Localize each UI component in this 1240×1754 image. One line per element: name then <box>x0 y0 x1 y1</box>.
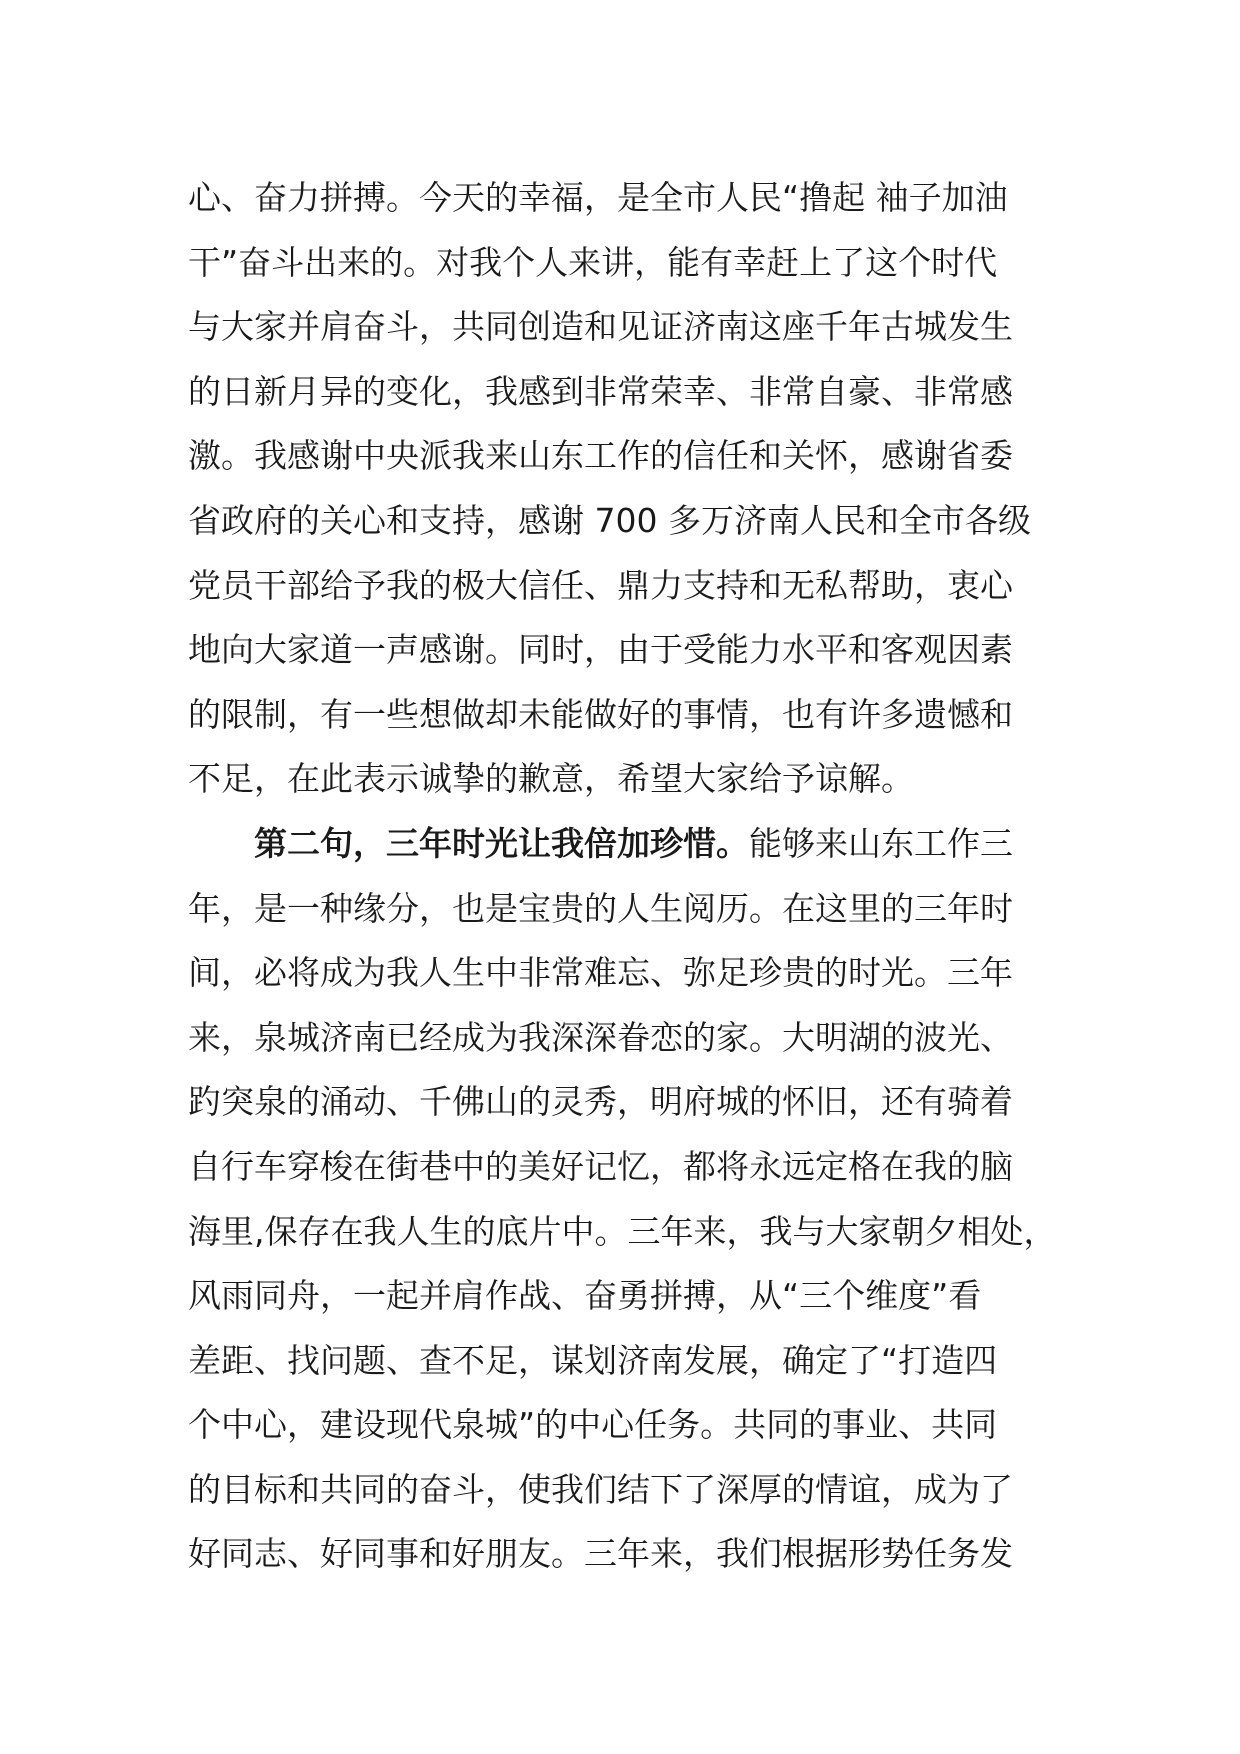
paragraph-2-line-10: 个中心，建设现代泉城”的中心任务。共同的事业、共同 <box>188 1405 998 1445</box>
paragraph-1-line-5: 激。我感谢中央派我来山东工作的信任和关怀，感谢省委 <box>188 436 1013 476</box>
paragraph-2-line-12: 好同志、好同事和好朋友。三年来，我们根据形势任务发 <box>188 1534 1013 1574</box>
paragraph-2-line-6: 自行车穿梭在街巷中的美好记忆，都将永远定格在我的脑 <box>188 1146 1013 1186</box>
paragraph-1-line-6: 省政府的关心和支持，感谢 700 多万济南人民和全市各级 <box>188 500 1031 540</box>
paragraph-2-line-7: 海里,保存在我人生的底片中。三年来，我与大家朝夕相处， <box>188 1211 1057 1251</box>
paragraph-1-line-3: 与大家并肩奋斗，共同创造和见证济南这座千年古城发生 <box>188 307 1013 347</box>
paragraph-2-line-3: 间，必将成为我人生中非常难忘、弥足珍贵的时光。三年 <box>188 953 1013 993</box>
paragraph-1-line-8: 地向大家道一声感谢。同时，由于受能力水平和客观因素 <box>188 630 1013 670</box>
paragraph-1-line-2: 干”奋斗出来的。对我个人来讲，能有幸赶上了这个时代 <box>188 242 998 282</box>
paragraph-2-line-5: 趵突泉的涌动、千佛山的灵秀，明府城的怀旧，还有骑着 <box>188 1082 1013 1122</box>
paragraph-2-lead-heading: 第二句，三年时光让我倍加珍惜。 <box>254 823 749 863</box>
paragraph-2-line-8: 风雨同舟，一起并肩作战、奋勇拼搏，从“三个维度”看 <box>188 1276 982 1316</box>
paragraph-1-line-9: 的限制，有一些想做却未能做好的事情，也有许多遗憾和 <box>188 694 1013 734</box>
paragraph-2-line-2: 年，是一种缘分，也是宝贵的人生阅历。在这里的三年时 <box>188 888 1013 928</box>
paragraph-1-line-4: 的日新月异的变化，我感到非常荣幸、非常自豪、非常感 <box>188 371 1013 411</box>
paragraph-1-line-7: 党员干部给予我的极大信任、鼎力支持和无私帮助，衷心 <box>188 565 1013 605</box>
paragraph-2-first-line <box>188 812 1068 877</box>
paragraph-1-line-10: 不足，在此表示诚挚的歉意，希望大家给予谅解。 <box>188 759 914 799</box>
paragraph-1-line-1: 心、奋力拼搏。今天的幸福，是全市人民“撸起 袖子加油 <box>188 178 1008 217</box>
paragraph-2-first-line-text: 能够来山东工作三 <box>749 823 1013 863</box>
body-text <box>188 166 1068 1587</box>
paragraph-2-line-11: 的目标和共同的奋斗，使我们结下了深厚的情谊，成为了 <box>188 1469 1013 1509</box>
paragraph-2-line-9: 差距、找问题、查不足，谋划济南发展，确定了“打造四 <box>188 1340 998 1380</box>
paragraph-2-line-4: 来，泉城济南已经成为我深深眷恋的家。大明湖的波光、 <box>188 1017 1013 1057</box>
